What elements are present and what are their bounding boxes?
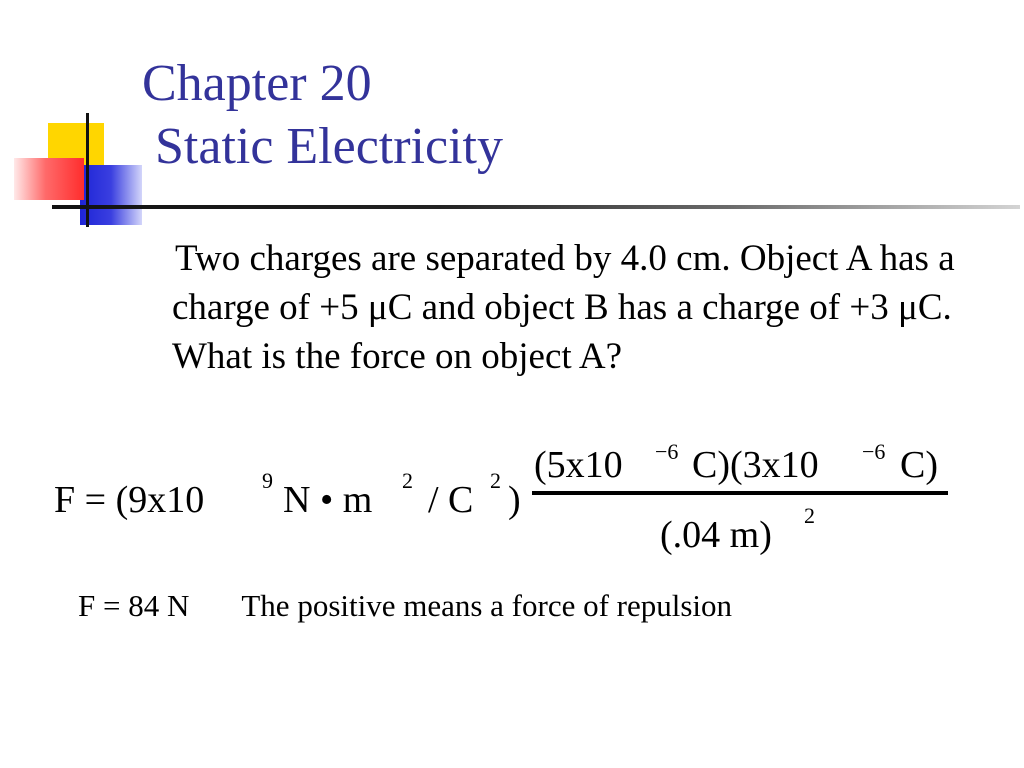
title-line-topic: Static Electricity bbox=[142, 118, 503, 175]
equation-k-exponent: 9 bbox=[262, 468, 273, 493]
equation-k-unit: N • m bbox=[283, 479, 373, 521]
denominator-distance: (.04 m) bbox=[660, 514, 772, 556]
answer-explanation: The positive means a force of repulsion bbox=[241, 588, 733, 623]
numerator-charge-a: (5x10 bbox=[534, 444, 623, 486]
equation-close-paren: ) bbox=[508, 479, 521, 521]
equation-m-exponent: 2 bbox=[402, 468, 413, 493]
answer-line bbox=[78, 588, 732, 624]
numerator-exponent-a: −6 bbox=[655, 439, 679, 464]
title-line-chapter: Chapter 20 bbox=[142, 55, 372, 112]
problem-statement: Two charges are separated by 4.0 cm. Object A has a charge of +5 μC and object B has a charge of +3 μC. What is the force on object A? bbox=[172, 238, 955, 377]
answer-value: F = 84 N bbox=[78, 588, 190, 623]
equation-per-coulomb: / C bbox=[428, 479, 474, 521]
numerator-charge-b: C)(3x10 bbox=[692, 444, 819, 486]
denominator-exponent: 2 bbox=[804, 503, 815, 528]
fraction-bar bbox=[532, 491, 948, 495]
equation-c-exponent: 2 bbox=[490, 468, 501, 493]
numerator-close: C) bbox=[900, 444, 938, 486]
equation-lhs: F = (9x10 bbox=[54, 479, 205, 521]
numerator-exponent-b: −6 bbox=[862, 439, 886, 464]
